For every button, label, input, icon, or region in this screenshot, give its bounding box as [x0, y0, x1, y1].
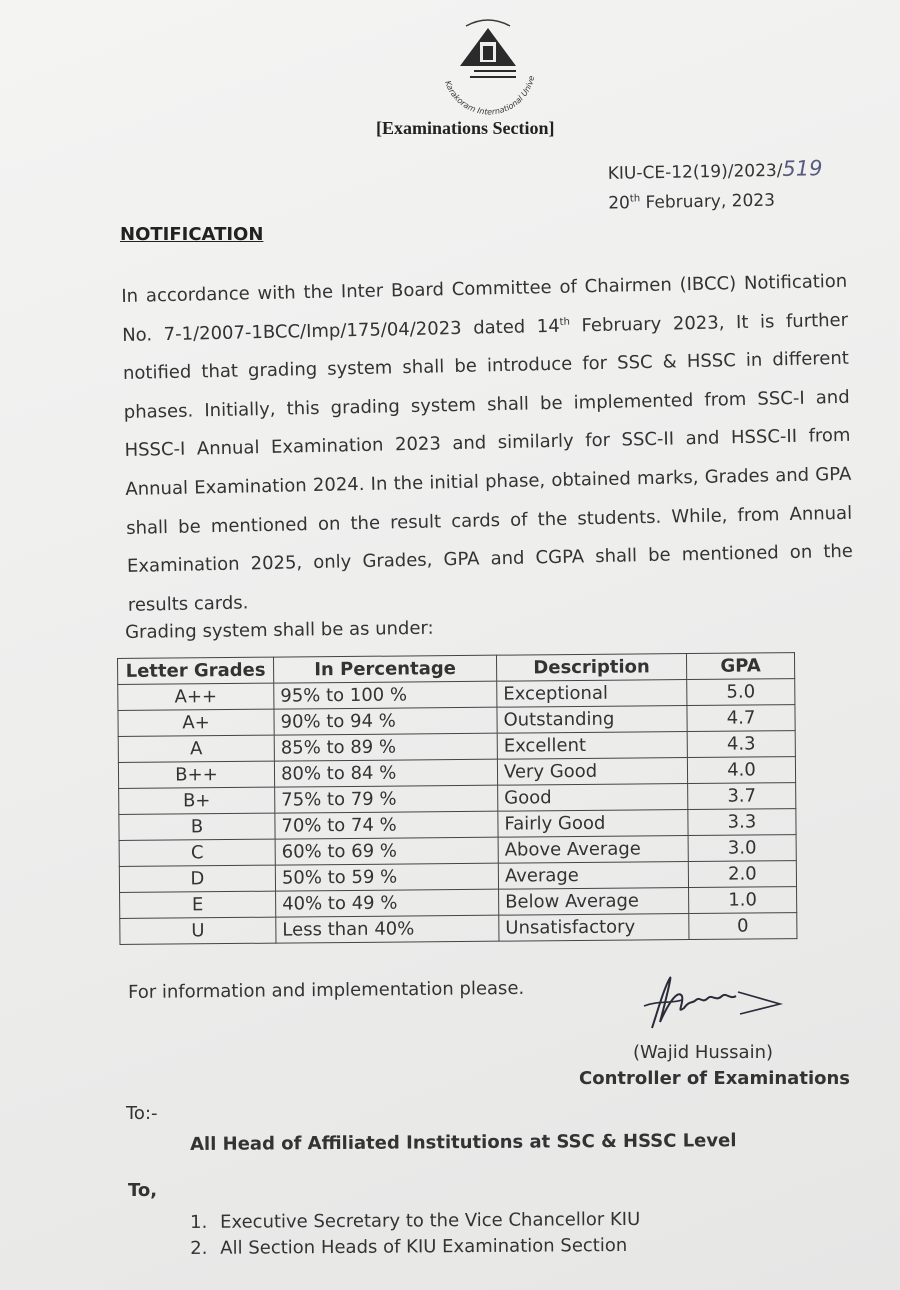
- percentage-cell: 95% to 100 %: [274, 681, 497, 709]
- gpa-cell: 5.0: [687, 679, 795, 706]
- notification-body: [121, 263, 854, 625]
- grade-cell: A: [118, 735, 274, 762]
- notification-body-part1: In accordance with the Inter Board Committee of Chairmen (IBCC) Notification No. 7-1/2007-1BCC/Imp/175/04/2023 dated 14: [121, 270, 848, 346]
- grade-cell: E: [120, 891, 276, 918]
- list-number: 1.: [190, 1211, 208, 1233]
- description-cell: Fairly Good: [498, 810, 688, 838]
- document-date: [608, 183, 823, 216]
- primary-recipient: All Head of Affiliated Institutions at SSC & HSSC Level: [190, 1130, 737, 1155]
- percentage-cell: 70% to 74 %: [275, 811, 498, 839]
- description-cell: Exceptional: [497, 680, 687, 708]
- notification-body-part2: February 2023, It is further notified that grading system shall be introduce for SSC & HSSC in different phases. Initially, this grading system shall be implemented from SSC-I and HSSC-I Annual Examination 2023 and similarly for SSC-II and HSSC-II from Annual Examination 2024. In the initial phase, obtained marks, Grades and GPA shall be mentioned on the result cards of the students. While, from Annual Examination 2025, only Grades, GPA and CGPA shall be mentioned on the results cards.: [122, 309, 854, 616]
- description-cell: Good: [498, 784, 688, 812]
- percentage-cell: Less than 40%: [276, 915, 499, 943]
- description-cell: Outstanding: [497, 706, 687, 734]
- table-row: [120, 913, 797, 945]
- signer-title: Controller of Examinations: [579, 1068, 851, 1089]
- grade-cell: B+: [119, 787, 275, 814]
- grade-cell: B: [119, 813, 275, 840]
- grade-cell: A++: [118, 683, 274, 710]
- section-title: [Examinations Section]: [376, 118, 555, 138]
- signature: [630, 970, 790, 1040]
- description-cell: Below Average: [499, 888, 689, 916]
- date-suffix: th: [629, 193, 641, 205]
- date-day: 20: [608, 193, 631, 214]
- percentage-cell: 50% to 59 %: [275, 863, 498, 891]
- to-label-primary: To:-: [126, 1103, 158, 1124]
- description-cell: Very Good: [497, 758, 687, 786]
- percentage-cell: 90% to 94 %: [274, 707, 497, 735]
- list-item: [190, 1207, 640, 1236]
- reference-handwritten: 519: [782, 156, 823, 181]
- grading-intro: Grading system shall be as under:: [125, 617, 434, 643]
- copy-recipients-list: [190, 1207, 641, 1262]
- description-cell: Average: [498, 862, 688, 890]
- gpa-cell: 4.0: [687, 757, 795, 784]
- info-line: For information and implementation please.: [128, 977, 525, 1003]
- gpa-cell: 4.7: [687, 705, 795, 732]
- gpa-cell: 3.0: [688, 835, 796, 862]
- logo-arc-text: Karakoram International Unive: [443, 74, 537, 117]
- header-percentage: In Percentage: [273, 655, 496, 683]
- list-text: Executive Secretary to the Vice Chancellor KIU: [220, 1208, 641, 1233]
- percentage-cell: 85% to 89 %: [274, 733, 497, 761]
- percentage-cell: 60% to 69 %: [275, 837, 498, 865]
- notification-body-sup: th: [559, 316, 570, 328]
- grading-table: [117, 652, 797, 945]
- description-cell: Unsatisfactory: [499, 914, 689, 942]
- table-body: [118, 679, 797, 945]
- notification-heading: NOTIFICATION: [120, 224, 264, 245]
- university-logo: [430, 8, 546, 124]
- gpa-cell: 1.0: [689, 887, 797, 914]
- grade-cell: D: [119, 865, 275, 892]
- grade-cell: U: [120, 917, 276, 944]
- header-gpa: GPA: [686, 653, 794, 680]
- list-number: 2.: [190, 1237, 208, 1259]
- list-text: All Section Heads of KIU Examination Section: [220, 1234, 628, 1259]
- grade-cell: A+: [118, 709, 274, 736]
- gpa-cell: 3.7: [688, 783, 796, 810]
- gpa-cell: 4.3: [687, 731, 795, 758]
- gpa-cell: 3.3: [688, 809, 796, 836]
- percentage-cell: 40% to 49 %: [276, 889, 499, 917]
- reference-printed: KIU-CE-12(19)/2023/: [607, 160, 783, 184]
- description-cell: Excellent: [497, 732, 687, 760]
- signer-name: (Wajid Hussain): [633, 1042, 774, 1063]
- grade-cell: B++: [118, 761, 274, 788]
- header-description: Description: [496, 654, 686, 682]
- to-label-copy: To,: [128, 1180, 158, 1201]
- gpa-cell: 0: [689, 913, 797, 940]
- description-cell: Above Average: [498, 836, 688, 864]
- gpa-cell: 2.0: [688, 861, 796, 888]
- percentage-cell: 75% to 79 %: [275, 785, 498, 813]
- reference-number: [608, 156, 823, 187]
- header-letter-grades: Letter Grades: [118, 657, 274, 684]
- date-rest: February, 2023: [640, 190, 776, 213]
- grade-cell: C: [119, 839, 275, 866]
- percentage-cell: 80% to 84 %: [274, 759, 497, 787]
- list-item: [190, 1233, 640, 1262]
- reference-block: [608, 156, 824, 216]
